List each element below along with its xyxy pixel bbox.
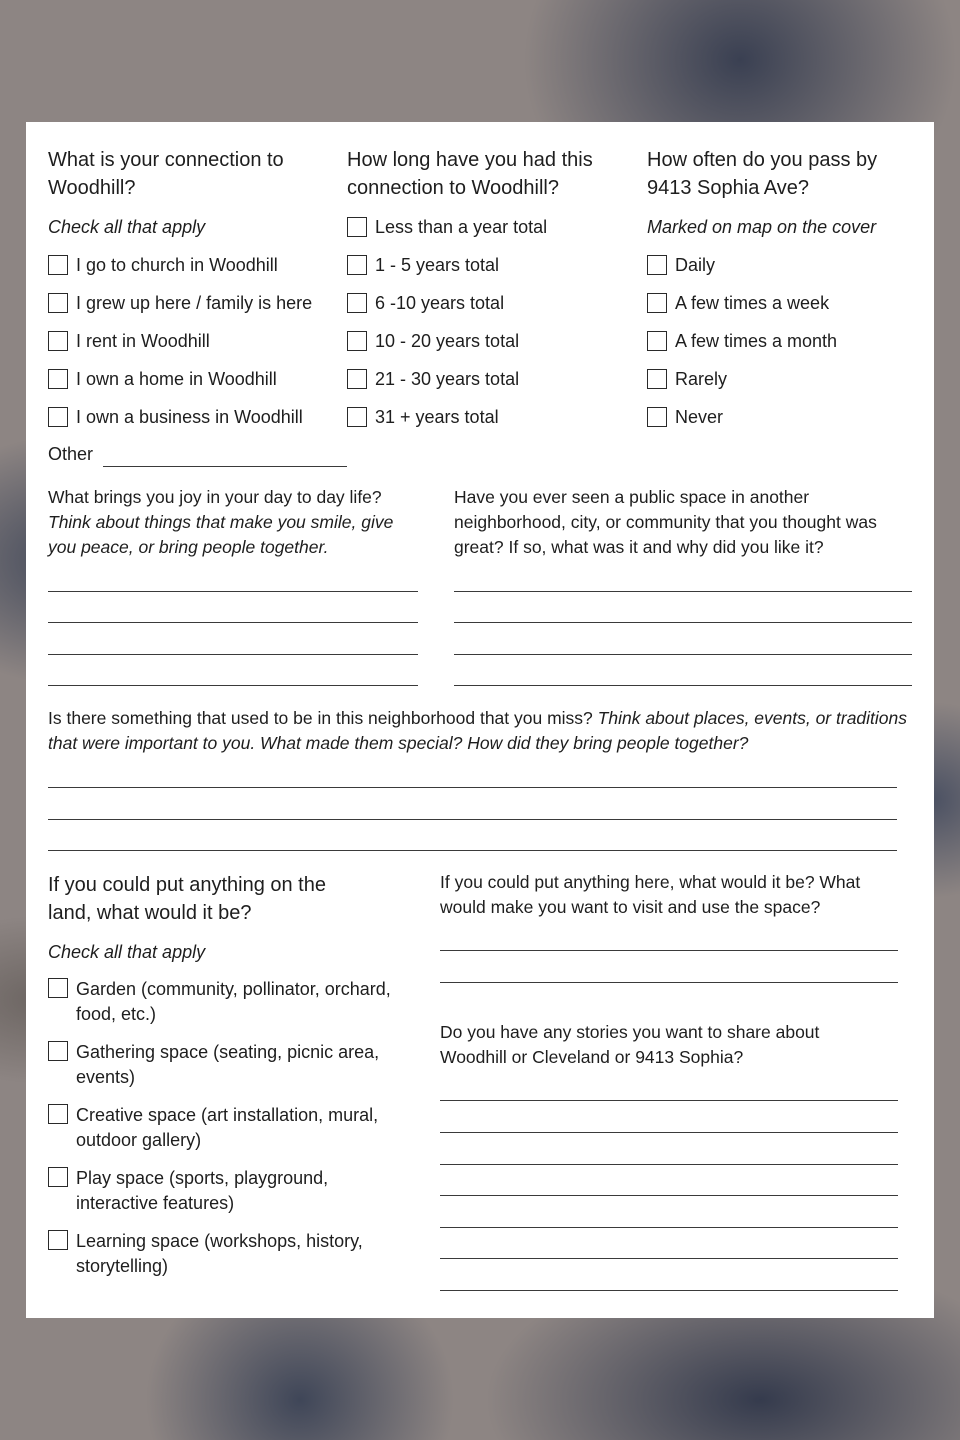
- land-option-play[interactable]: Play space (sports, playground, interactive features): [48, 1167, 398, 1216]
- connection-option-own-home[interactable]: I own a home in Woodhill: [48, 367, 277, 391]
- stories-answer-line[interactable]: [440, 1258, 898, 1259]
- visit-answer-line[interactable]: [440, 982, 898, 983]
- land-option-creative[interactable]: Creative space (art installation, mural, outdoor gallery): [48, 1104, 423, 1153]
- checkbox[interactable]: [48, 407, 68, 427]
- checkbox[interactable]: [48, 331, 68, 351]
- frequency-option-monthly[interactable]: A few times a month: [647, 329, 837, 353]
- survey-sheet: [26, 122, 934, 1318]
- connection-option-own-business[interactable]: I own a business in Woodhill: [48, 405, 303, 429]
- frequency-option-rarely[interactable]: Rarely: [647, 367, 727, 391]
- checkbox[interactable]: [647, 293, 667, 313]
- checkbox[interactable]: [48, 255, 68, 275]
- checkbox[interactable]: [347, 369, 367, 389]
- connection-option-rent[interactable]: I rent in Woodhill: [48, 329, 210, 353]
- other-label: Other: [48, 444, 94, 464]
- connection-question: What is your connection to Woodhill?: [48, 149, 284, 199]
- public-space-answer-line[interactable]: [454, 685, 912, 686]
- checkbox[interactable]: [647, 369, 667, 389]
- visit-question: If you could put anything here, what would it be? What would make you want to visit and use the space?: [440, 872, 861, 917]
- frequency-option-daily[interactable]: Daily: [647, 253, 715, 277]
- duration-option-10-20[interactable]: 10 - 20 years total: [347, 329, 519, 353]
- land-option-gathering[interactable]: Gathering space (seating, picnic area, events): [48, 1041, 423, 1090]
- checkbox[interactable]: [48, 1230, 68, 1250]
- duration-option-6-10[interactable]: 6 -10 years total: [347, 291, 504, 315]
- public-space-answer-line[interactable]: [454, 622, 912, 623]
- connection-hint: Check all that apply: [48, 217, 206, 237]
- duration-option-less-than-year[interactable]: Less than a year total: [347, 215, 547, 239]
- connection-option-church[interactable]: I go to church in Woodhill: [48, 253, 278, 277]
- stories-answer-line[interactable]: [440, 1227, 898, 1228]
- miss-question: Is there something that used to be in this neighborhood that you miss?: [48, 708, 593, 728]
- land-hint: Check all that apply: [48, 942, 206, 962]
- checkbox[interactable]: [647, 331, 667, 351]
- joy-prompt: [48, 485, 420, 560]
- duration-option-1-5[interactable]: 1 - 5 years total: [347, 253, 499, 277]
- frequency-question: How often do you pass by 9413 Sophia Ave?: [647, 149, 878, 199]
- checkbox[interactable]: [347, 407, 367, 427]
- frequency-option-never[interactable]: Never: [647, 405, 723, 429]
- duration-question: How long have you had this connection to Woodhill?: [347, 149, 593, 199]
- checkbox[interactable]: [347, 293, 367, 313]
- miss-answer-line[interactable]: [48, 819, 897, 820]
- checkbox[interactable]: [647, 407, 667, 427]
- public-space-answer-line[interactable]: [454, 591, 912, 592]
- checkbox[interactable]: [48, 293, 68, 313]
- other-input-line[interactable]: [103, 466, 347, 467]
- joy-answer-line[interactable]: [48, 622, 418, 623]
- duration-option-31-plus[interactable]: 31 + years total: [347, 405, 499, 429]
- stories-answer-line[interactable]: [440, 1132, 898, 1133]
- checkbox[interactable]: [647, 255, 667, 275]
- checkbox[interactable]: [48, 1041, 68, 1061]
- duration-option-21-30[interactable]: 21 - 30 years total: [347, 367, 519, 391]
- joy-answer-line[interactable]: [48, 654, 418, 655]
- stories-question: Do you have any stories you want to share about Woodhill or Cleveland or 9413 Sophia?: [440, 1022, 820, 1067]
- checkbox[interactable]: [347, 217, 367, 237]
- stories-answer-line[interactable]: [440, 1195, 898, 1196]
- connection-option-grew-up[interactable]: I grew up here / family is here: [48, 291, 312, 315]
- frequency-option-weekly[interactable]: A few times a week: [647, 291, 829, 315]
- checkbox[interactable]: [347, 255, 367, 275]
- checkbox[interactable]: [48, 369, 68, 389]
- public-space-answer-line[interactable]: [454, 654, 912, 655]
- stories-answer-line[interactable]: [440, 1100, 898, 1101]
- miss-answer-line[interactable]: [48, 787, 897, 788]
- checkbox[interactable]: [48, 1167, 68, 1187]
- miss-answer-line[interactable]: [48, 850, 897, 851]
- land-option-garden[interactable]: Garden (community, pollinator, orchard, food, etc.): [48, 978, 423, 1027]
- checkbox[interactable]: [48, 978, 68, 998]
- joy-answer-line[interactable]: [48, 591, 418, 592]
- joy-hint: Think about things that make you smile, give you peace, or bring people together.: [48, 512, 394, 557]
- joy-question: What brings you joy in your day to day life?: [48, 487, 382, 507]
- miss-prompt: [48, 706, 908, 756]
- checkbox[interactable]: [48, 1104, 68, 1124]
- stories-answer-line[interactable]: [440, 1290, 898, 1291]
- frequency-hint: Marked on map on the cover: [647, 217, 877, 237]
- joy-answer-line[interactable]: [48, 685, 418, 686]
- land-option-learning[interactable]: Learning space (workshops, history, storytelling): [48, 1230, 423, 1279]
- public-space-question: Have you ever seen a public space in another neighborhood, city, or community that you thought was great? If so, what was it and why did you like it?: [454, 487, 877, 557]
- miss-hint: Think about places, events, or traditions that were important to you. What made them special? How did they bring people together?: [48, 708, 908, 753]
- stories-answer-line[interactable]: [440, 1164, 898, 1165]
- land-question: If you could put anything on the land, what would it be?: [48, 874, 326, 924]
- checkbox[interactable]: [347, 331, 367, 351]
- visit-answer-line[interactable]: [440, 950, 898, 951]
